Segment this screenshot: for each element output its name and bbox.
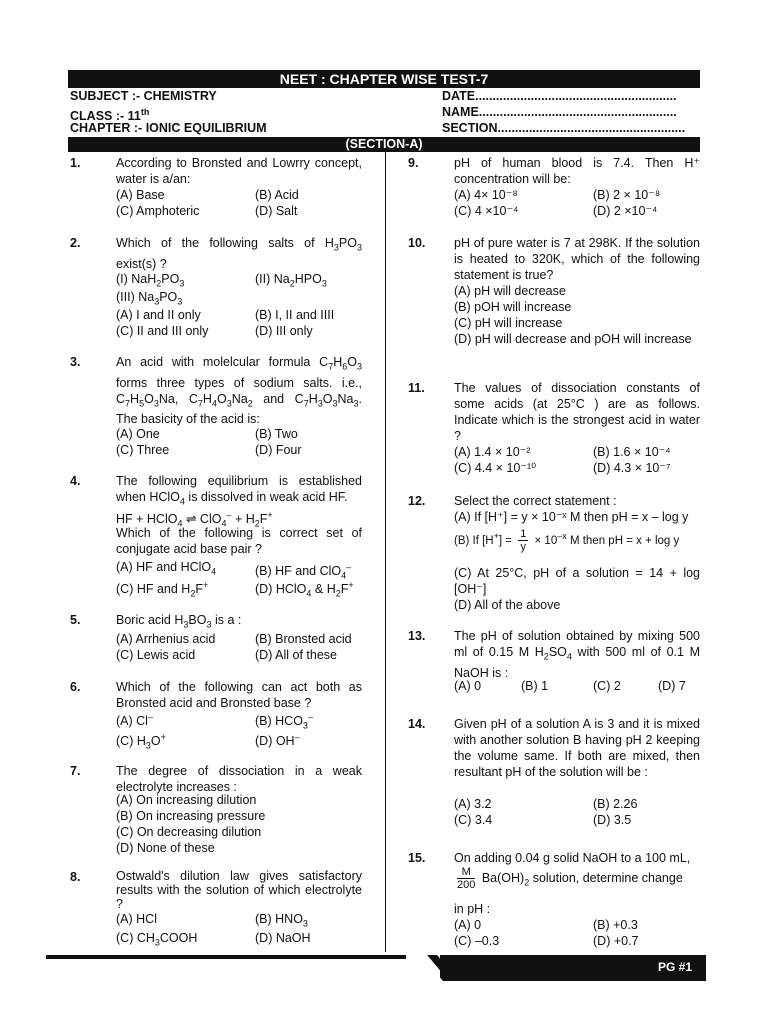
question-15-text: On adding 0.04 g solid NaOH to a 100 mL, — [454, 851, 691, 865]
fraction-m-over-200: $\frac{M}{200}$ — [457, 866, 476, 891]
question-15-text-3: in pH : — [454, 902, 491, 916]
section-title-bar — [68, 137, 700, 152]
q4-option-b: (B) HF and ClO$_4$– — [255, 562, 352, 581]
q4-equation: HF + HClO$_4$ ⇌ $ClO_4^- + H_2F^+$ — [116, 510, 273, 529]
test-title: NEET : CHAPTER WISE TEST-7 — [279, 71, 489, 87]
q2-item-2: (II) $Na_2HPO_3$ — [255, 272, 327, 289]
question-4-text: The following equilibrium is established when HClO$_4$ is dissolved in weak acid HF. — [116, 474, 362, 507]
date-field: DATE.......................................................... — [442, 89, 677, 103]
question-15-text-2: $\frac{M}{200}$ $Ba(OH)_2$ solution, determine change — [457, 866, 683, 891]
question-13-text: The pH of solution obtained by mixing 500 ml of 0.15 M $H_2SO_4$ with 500 ml of 0.1 M NaOH is : — [454, 629, 700, 680]
question-3-text: An acid with molelcular formula $C_7H_6O_3$ forms three types of sodium salts. i.e., $C_7H_5O_3Na$, $C_7H_4O_3Na_2$ and $C_7H_3O_3Na_3$. The basicity of the acid is: — [116, 355, 362, 426]
class-label: CLASS :- 11th — [70, 107, 150, 124]
question-4-text-2: Which of the following is correct set of conjugate acid base pair ? — [116, 526, 362, 556]
page-number: PG #1 — [657, 960, 692, 974]
fraction-1-over-y: $\frac{1}{y}$ — [520, 528, 527, 554]
q4-option-d: (D) HClO$_4$ & $H_2F^+$ — [255, 580, 354, 599]
q2-item-1: (I) $NaH_2PO_3$ — [116, 272, 185, 289]
test-title-bar — [68, 70, 700, 88]
column-divider — [385, 152, 386, 952]
chapter-label: CHAPTER :- IONIC EQUILIBRIUM — [70, 121, 267, 135]
section-title: (SECTION-A) — [345, 137, 423, 151]
section-field: SECTION...................................................... — [442, 121, 686, 135]
subject-label: SUBJECT :- CHEMISTRY — [70, 89, 217, 103]
question-2-text: Which of the following salts of $H_3PO_3$ exist(s) ? — [116, 236, 362, 271]
q6-option-a: (A) Cl– — [116, 712, 153, 729]
q8-option-c: (C) $CH_3COOH$ — [116, 931, 198, 948]
q2-item-3: (III) $Na_3PO_3$ — [116, 290, 183, 307]
name-field: NAME......................................................... — [442, 105, 677, 119]
q6-option-d: (D) OH– — [255, 732, 300, 749]
q6-option-c: (C) $H_3O^+$ — [116, 732, 166, 751]
footer-line — [46, 955, 406, 959]
question-5-text: Boric acid $H_3BO_3$ is a : — [116, 613, 242, 630]
footer-bar — [440, 955, 706, 981]
q8-option-b: (B) $HNO_3$ — [255, 912, 308, 929]
q4-option-c: (C) HF and $H_2F^+$ — [116, 580, 209, 599]
equilibrium-arrow-icon: ⇌ — [185, 512, 197, 527]
q4-option-a: (A) HF and HClO$_4$ — [116, 560, 217, 577]
q6-option-b: (B) $HCO_3^-$ — [255, 712, 313, 731]
q12-option-b: (B) If [H+] = $\frac{1}{y}$ × $10^{-x}$ M then pH = x + log y — [454, 528, 680, 554]
